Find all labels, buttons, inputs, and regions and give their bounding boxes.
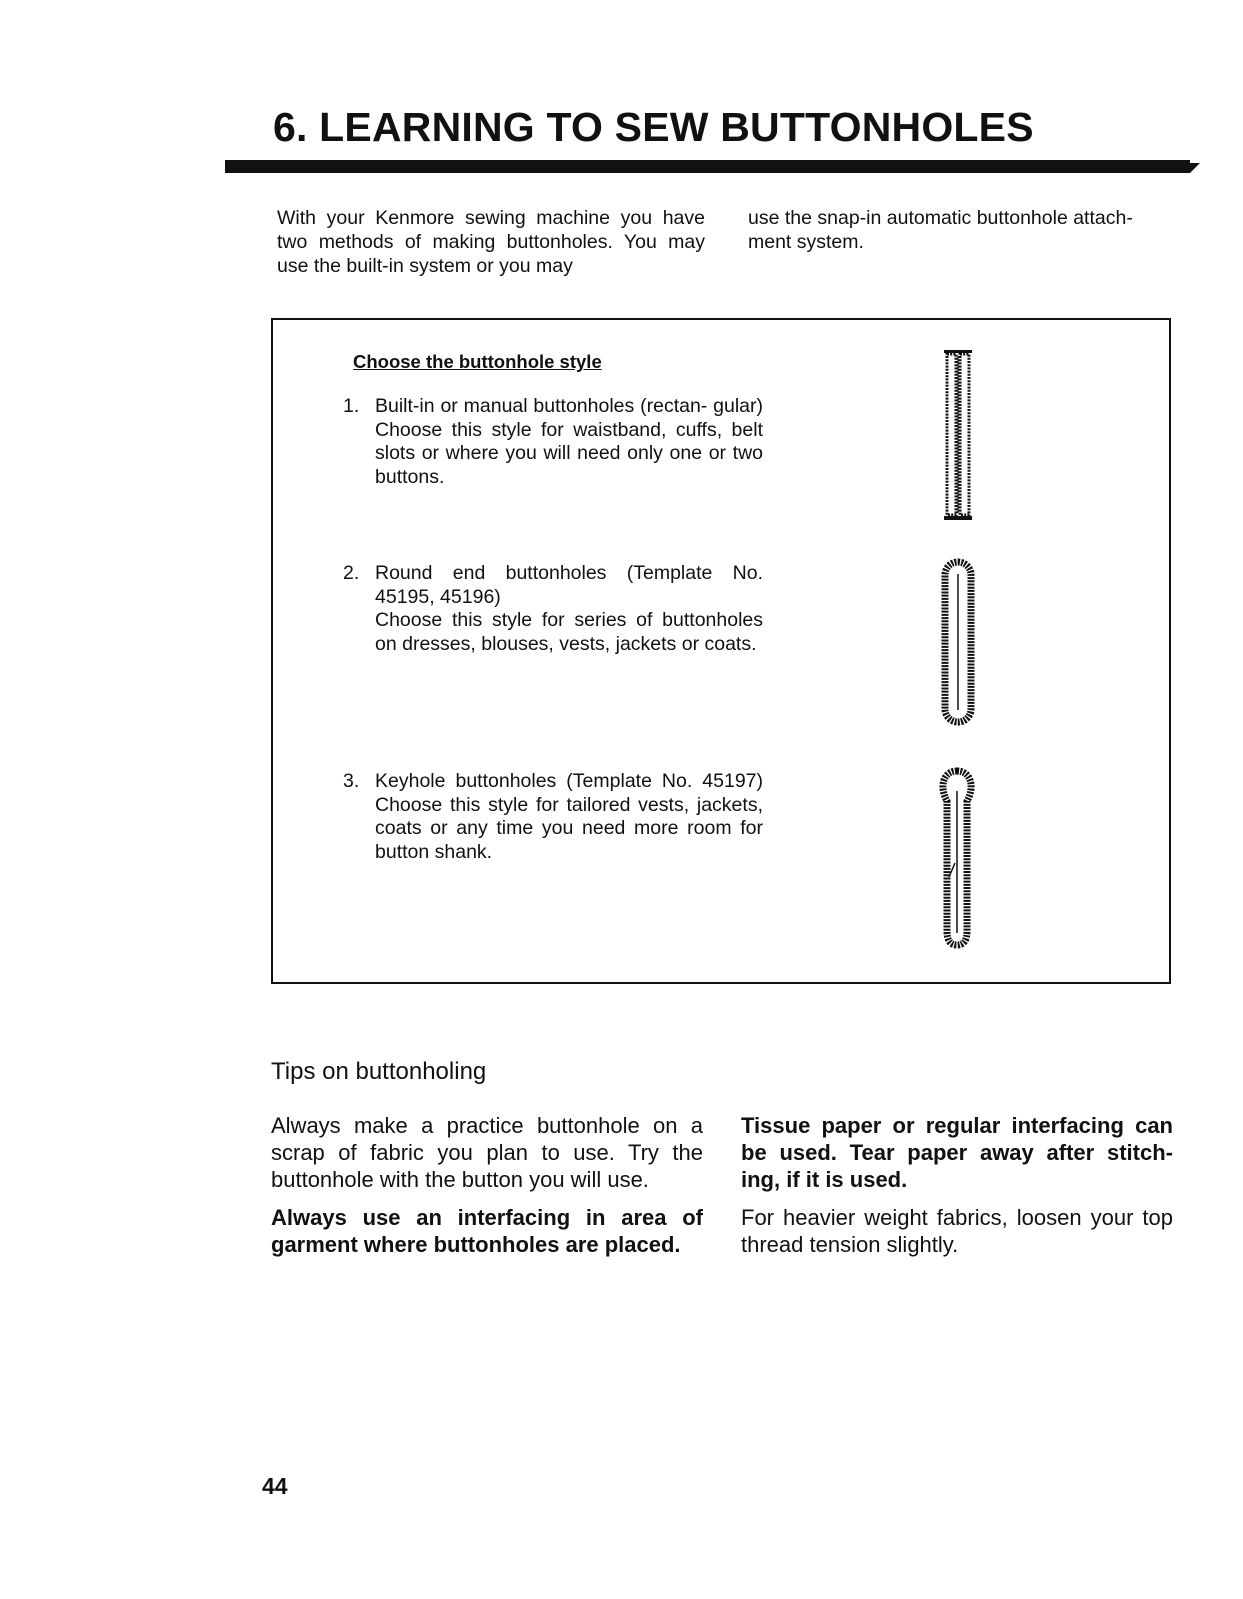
item-number: 2. <box>343 562 360 584</box>
item-number: 1. <box>343 395 360 417</box>
title-rule-end <box>1190 163 1200 173</box>
item-text-template: Round end buttonholes (Template No. 45195, 45196) <box>375 562 763 608</box>
intro-left-paragraph: With your Kenmore sewing machine you have two methods of making buttonholes. You may use the built-in system or you may <box>277 207 705 277</box>
style-item-rectangular <box>343 395 763 489</box>
item-text-description: Choose this style for series of buttonholes on dresses, blouses, vests, jackets or coats. <box>375 609 763 655</box>
keyhole-buttonhole-icon <box>935 767 979 949</box>
intro-right-paragraph: use the snap-in automatic buttonhole attach- ment system. <box>748 207 1133 253</box>
tip-interfacing-paragraph: Always use an interfacing in area of garment where buttonholes are placed. <box>271 1205 703 1257</box>
round-end-buttonhole-icon <box>941 558 977 726</box>
item-text: Built-in or manual buttonholes (rectan- gular) Choose this style for waistband, cuffs, belt slots or where you will need only one or two buttons. <box>375 395 763 488</box>
tips-heading: Tips on buttonholing <box>271 1058 487 1085</box>
title-rule <box>225 160 1190 173</box>
style-item-keyhole <box>343 770 763 864</box>
tip-tension-paragraph: For heavier weight fabrics, loosen your top thread tension slightly. <box>741 1205 1173 1257</box>
tip-tissue-paper-paragraph: Tissue paper or regular interfacing can be used. Tear paper away after stitch- ing, if it is used. <box>741 1113 1173 1192</box>
box-heading: Choose the buttonhole style <box>353 351 602 372</box>
tip-practice-paragraph: Always make a practice buttonhole on a scrap of fabric you plan to use. Try the buttonhole with the button you will use. <box>271 1113 703 1192</box>
buttonhole-style-box <box>271 318 1171 984</box>
page-title: 6. LEARNING TO SEW BUTTONHOLES <box>273 104 1034 150</box>
style-item-round-end <box>343 562 763 656</box>
item-number: 3. <box>343 770 360 792</box>
item-text: Keyhole buttonholes (Template No. 45197) Choose this style for tailored vests, jackets, coats or any time you need more room for button shank. <box>375 770 763 863</box>
page-number: 44 <box>262 1473 288 1499</box>
rectangular-buttonhole-icon <box>941 346 977 524</box>
